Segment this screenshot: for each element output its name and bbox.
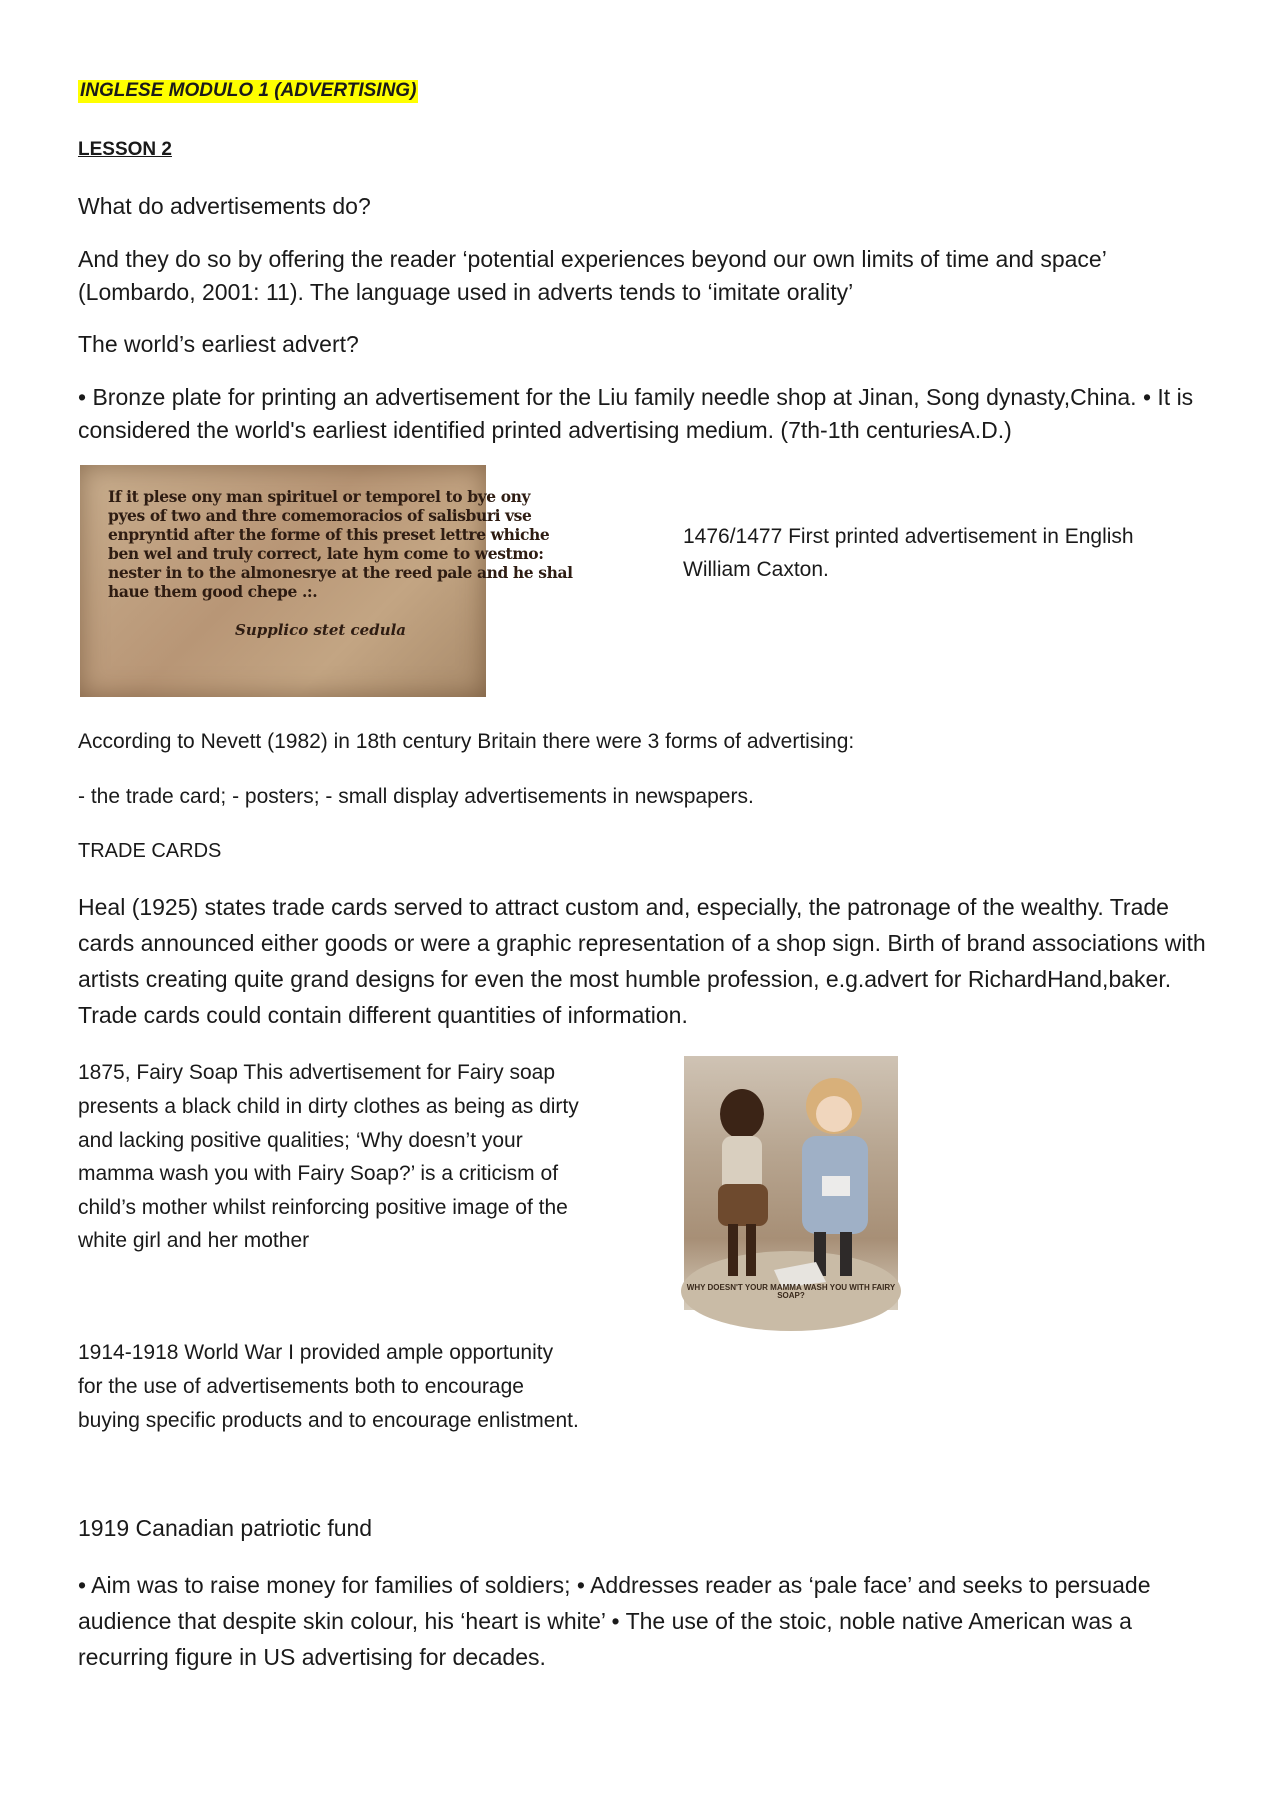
trade-cards-heading: TRADE CARDS	[78, 840, 222, 862]
intro-question: What do advertisements do?	[78, 193, 371, 219]
nevett-intro: According to Nevett (1982) in 18th century Britain there were 3 forms of advertising:	[78, 730, 855, 753]
fairy-soap-caption: WHY DOESN'T YOUR MAMMA WASH YOU WITH FAIRY SOAP?	[686, 1283, 896, 1300]
caxton-caption-line2: William Caxton.	[683, 558, 829, 581]
caxton-advert-signature: Supplico stet cedula	[235, 621, 407, 639]
nevett-forms: - the trade card; - posters; - small display advertisements in newspapers.	[78, 785, 754, 808]
earliest-advert-text: • Bronze plate for printing an advertisement for the Liu family needle shop at Jinan, Song dynasty,China. • It is considered the world's earliest identified printed advertising medium. (7th-1th centuriesA.D.)	[78, 384, 1194, 443]
caxton-caption-line1: 1476/1477 First printed advertisement in English	[683, 525, 1134, 548]
trade-cards-text: Heal (1925) states trade cards served to attract custom and, especially, the patronage of the wealthy. Trade cards announced either goods or were a graphic representation of a shop sign. Birth of brand associations with artists creating quite grand designs for even the most humble profession, e.g.advert for RichardHand,baker. Trade cards could contain different quantities of information.	[78, 894, 1206, 1028]
canadian-fund-heading: 1919 Canadian patriotic fund	[78, 1515, 373, 1541]
intro-paragraph: And they do so by offering the reader ‘potential experiences beyond our own limits of time and space’ (Lombardo, 2001: 11). The language used in adverts tends to ‘imitate orality’	[78, 246, 1106, 305]
document-title: INGLESE MODULO 1 (ADVERTISING)	[80, 80, 417, 101]
canadian-fund-text: • Aim was to raise money for families of soldiers; • Addresses reader as ‘pale face’ and seeks to persuade audience that despite skin colour, his ‘heart is white’ • The use of the stoic, noble native American was a recurring figure in US advertising for decades.	[78, 1572, 1151, 1670]
caxton-advert-text: If it plese ony man spirituel or temporel to bye ony pyes of two and thre comemoracios of salisburi vse enpryntid after the forme of this preset lettre whiche ben wel and truly correct, late hym come to westmo: nester in to the almonesrye at the reed pale and he shal haue them good chepe .:.	[108, 487, 573, 601]
lesson-heading: LESSON 2	[78, 139, 172, 160]
fairy-soap-illustration	[684, 1056, 898, 1310]
fairy-soap-advert-image	[684, 1056, 898, 1310]
earliest-advert-heading: The world’s earliest advert?	[78, 331, 359, 357]
caxton-advert-image	[80, 465, 573, 697]
